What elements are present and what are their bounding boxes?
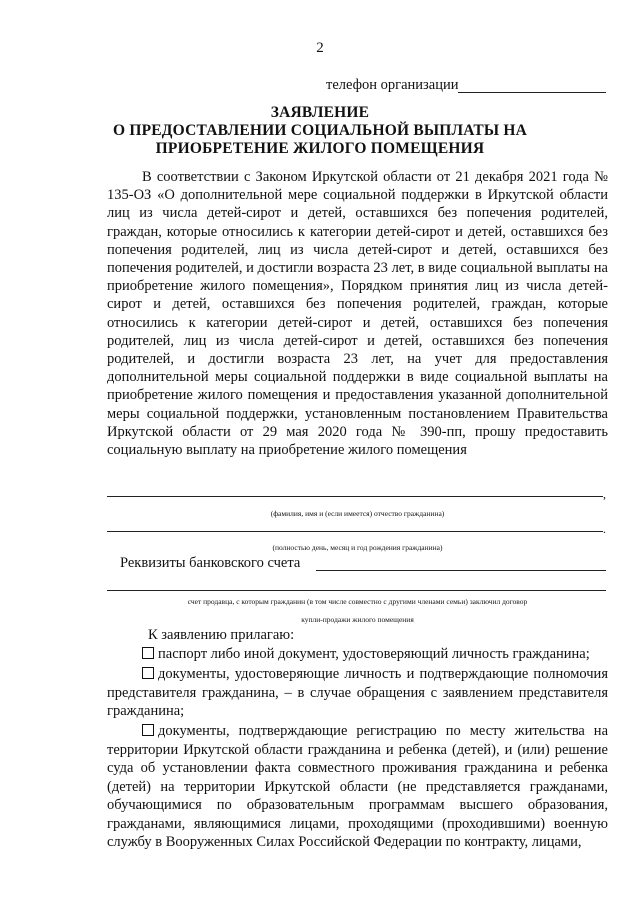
- attachments-intro: К заявлению прилагаю:: [148, 627, 295, 643]
- body-paragraph: В соответствии с Законом Иркутской области от 21 декабря 2021 года № 135-ОЗ «О дополнительной мере социальной поддержки в Иркутской области лиц из числа детей-сирот и детей, оставшихся без попечения родителей, граждан, которые относились к категории детей-сирот и детей, оставшихся без попечения родителей, лиц из числа детей-сирот и детей, оставшихся без попечения родителей, и достигли возраста 23 лет, в виде социальной выплаты на приобретение жилого помещения», Порядком принятия лиц из числа детей-сирот и детей, оставшихся без попечения родителей, граждан, которые относились к категории детей-сирот и детей, оставшихся без попечения родителей, лиц из числа детей-сирот и детей, оставшихся без попечения родителей, и достигли возраста 23 лет, на учет для предоставления дополнительной меры социальной поддержки в виде социальной выплаты на приобретение жилого помещения и предоставления указанной дополнительной меры социальной поддержки, установленным постановлением Правительства Иркутской области от 29 мая 2020 года № 390-пп, прошу предоставить социальную выплату на приобретение жилого помещения: [107, 169, 608, 459]
- bank-account-field-line-2[interactable]: [107, 590, 606, 591]
- attachment-3-checkbox[interactable]: [142, 724, 154, 736]
- fio-caption: (фамилия, имя и (если имеется) отчество гражданина): [270, 509, 445, 518]
- bank-account-field-line[interactable]: [316, 570, 606, 571]
- phone-field-line[interactable]: [458, 92, 606, 93]
- page-number: 2: [316, 40, 324, 56]
- phone-label: телефон организации: [326, 77, 459, 93]
- title-line-1: ЗАЯВЛЕНИЕ: [270, 104, 370, 121]
- dob-field-line[interactable]: [107, 531, 603, 532]
- attachment-2-text: документы, удостоверяющие личность и подтверждающие полномочия представителя гражданина, – в случае обращения с заявлением представителя гражданина;: [107, 666, 608, 719]
- attachment-3-text: документы, подтверждающие регистрацию по месту жительства на территории Иркутской области гражданина и ребенка (детей), и (или) решение суда об установлении факта совместного проживания гражданина и ребенка (детей) на территории Иркутской области (не представляется гражданами, обучающимися по образовательным программам высшего образования, гражданами, являющимися лицами, проходящими (проходившими) военную службу в Вооруженных Силах Российской Федерации по контракту, лицами,: [107, 723, 608, 850]
- attachment-1-text: паспорт либо иной документ, удостоверяющий личность гражданина;: [158, 646, 590, 662]
- dob-trailing-period: .: [603, 522, 606, 536]
- fio-trailing-comma: ,: [603, 487, 606, 501]
- attachment-item-1: [107, 645, 608, 664]
- seller-caption-line-2: купли-продажи жилого помещения: [301, 615, 414, 624]
- seller-caption-line-1: счет продавца, с которым гражданин (в том числе совместно с другими членами семьи) заключил договор: [187, 597, 528, 606]
- attachment-1-checkbox[interactable]: [142, 647, 154, 659]
- attachment-item-3: [107, 722, 608, 852]
- attachment-2-checkbox[interactable]: [142, 667, 154, 679]
- dob-caption: (полностью день, месяц и год рождения гражданина): [272, 543, 443, 552]
- title-line-3: ПРИОБРЕТЕНИЕ ЖИЛОГО ПОМЕЩЕНИЯ: [155, 140, 485, 157]
- fio-field-line[interactable]: [107, 496, 603, 497]
- attachment-item-2: [107, 665, 608, 721]
- bank-account-label: Реквизиты банковского счета: [120, 555, 301, 571]
- title-line-2: О ПРЕДОСТАВЛЕНИИ СОЦИАЛЬНОЙ ВЫПЛАТЫ НА: [112, 122, 527, 139]
